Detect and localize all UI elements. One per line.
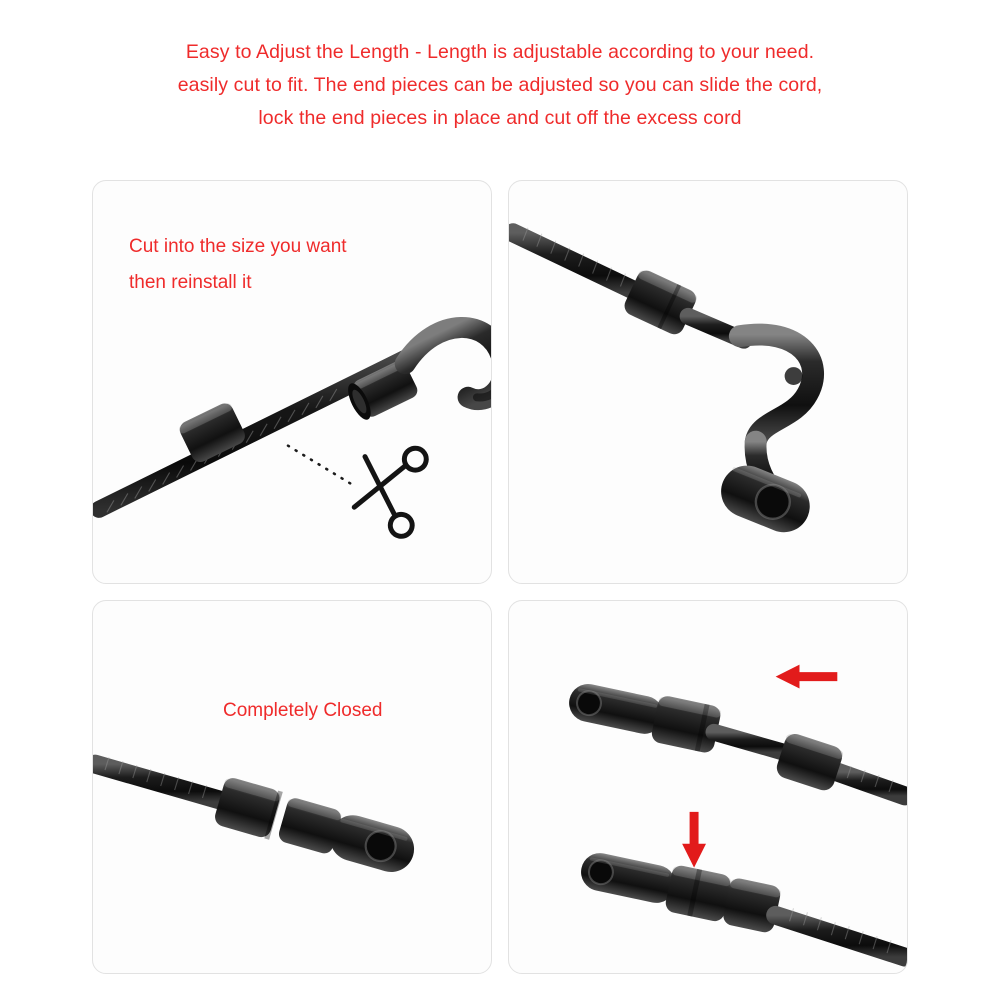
caption-line-1: Cut into the size you want [129,236,347,257]
eyelet-end-piece-icon [713,335,817,541]
cord-stopper-icon [213,776,283,840]
page-headline [0,36,1000,135]
panel-cut-resize [92,180,492,584]
panel-open-end-piece [508,180,908,584]
product-image-grid [92,180,908,970]
bungee-cord-icon [95,757,226,802]
eyelet-end-piece-icon [578,850,679,907]
bungee-cord-icon [513,228,638,293]
panel-completely-closed-artwork [93,601,491,973]
arrow-down-icon [682,812,706,868]
caption-line-2: then reinstall it [129,272,252,293]
cord-stopper-icon [621,267,699,337]
cord-stopper-icon [664,864,732,923]
eyelet-end-piece-icon [566,681,667,738]
headline-line-3: lock the end pieces in place and cut off the excess cord [258,107,742,129]
eyelet-end-piece-icon [277,796,420,877]
panel-completely-closed-caption: Completely Closed [223,700,383,721]
panel-completely-closed [92,600,492,974]
upper-assembly [566,665,905,796]
panel-cut-resize-caption [129,229,347,301]
lock-sleeve-icon [722,877,783,934]
hook-clip-icon [340,313,491,453]
scissors-icon [350,438,428,538]
lower-assembly [578,812,905,957]
panel-slide-to-lock [508,600,908,974]
headline-line-2: easily cut to fit. The end pieces can be adjusted so you can slide the cord, [177,74,823,96]
panel-slide-to-lock-artwork [509,601,907,973]
headline-line-1: Easy to Adjust the Length - Length is adjustable according to your need. [185,41,815,63]
cord-stopper-icon [177,400,248,465]
cut-line-indicator [288,446,354,486]
lock-sleeve-icon [774,731,845,793]
bungee-cord-icon [776,908,905,957]
arrow-left-icon [776,665,838,689]
panel-open-end-piece-artwork [509,181,907,583]
